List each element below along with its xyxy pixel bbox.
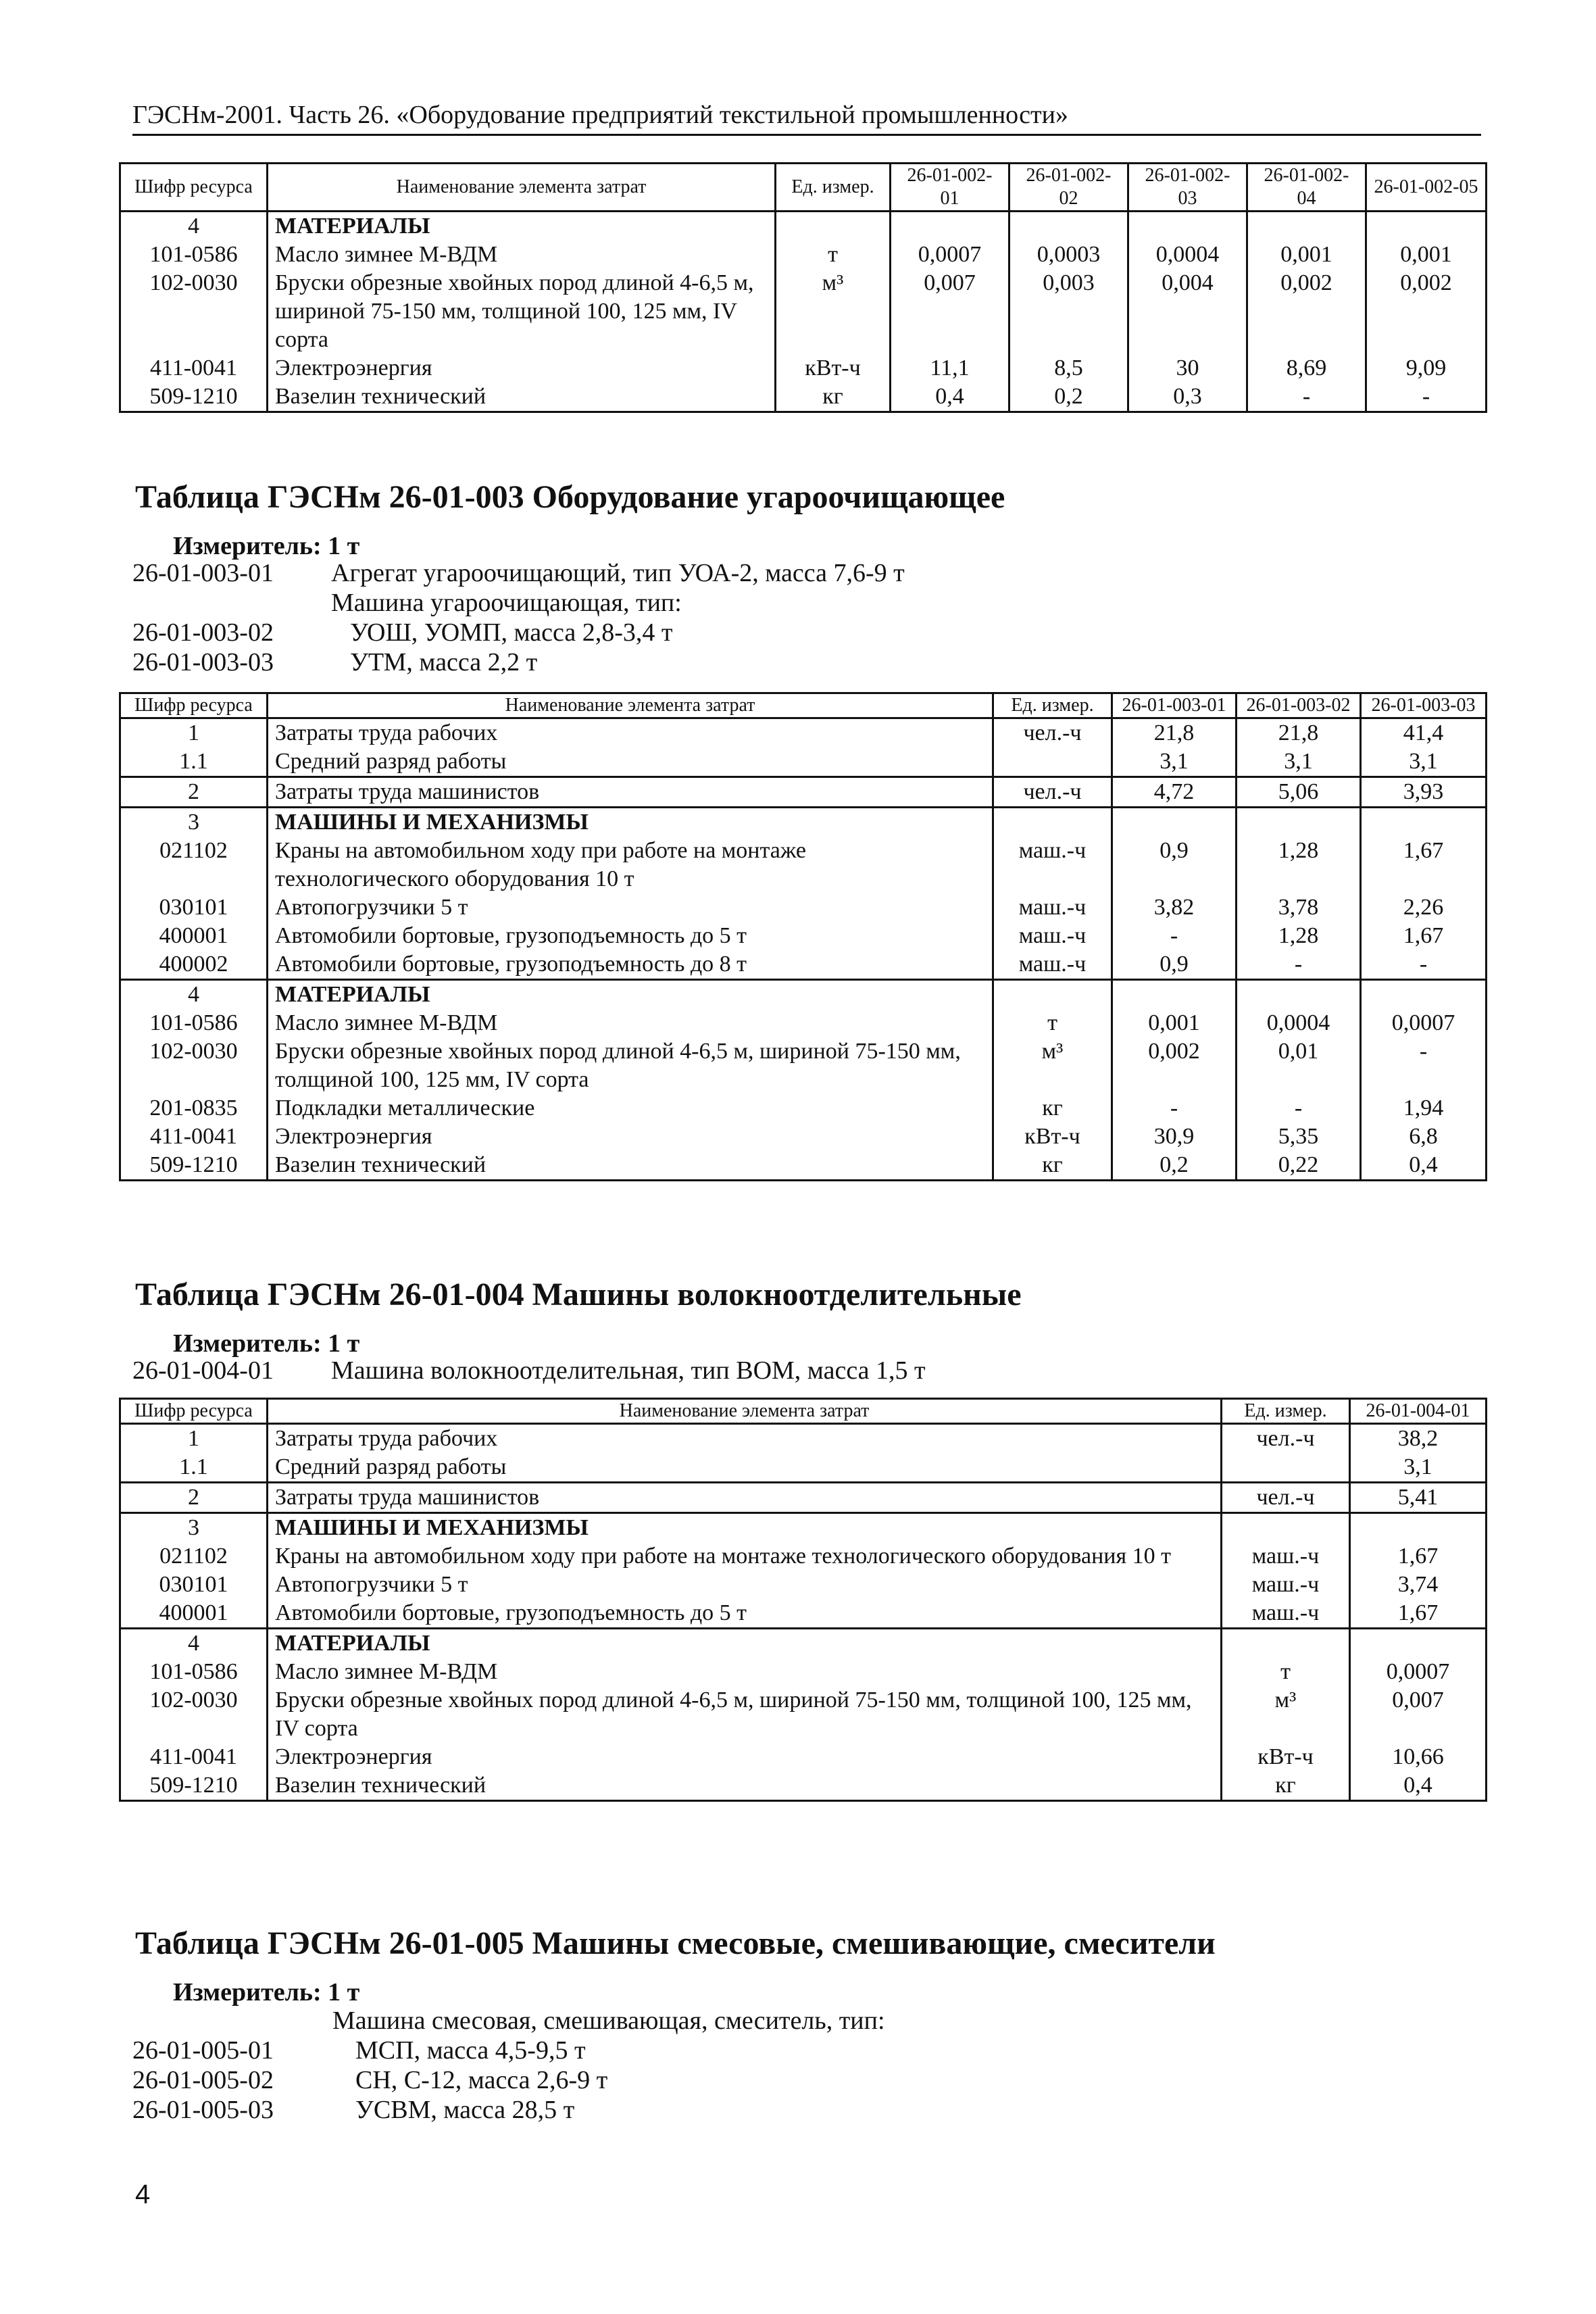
- variant-list-26-01-003: [132, 558, 1416, 680]
- resource-name-cell: Автомобили бортовые, грузоподъемность до 8 т: [268, 950, 993, 980]
- resource-code-cell: 102-0030: [120, 269, 268, 354]
- variant-text: СН, С-12, масса 2,6-9 т: [355, 2066, 608, 2094]
- value-cell: [1350, 1513, 1487, 1543]
- col-variant-header: 26-01-002-04: [1247, 164, 1366, 212]
- table-row: [120, 950, 1487, 980]
- resource-name-cell: МАШИНЫ И МЕХАНИЗМЫ: [268, 1513, 1222, 1543]
- value-cell: 0,0003: [1009, 241, 1128, 269]
- unit-cell: маш.-ч: [993, 893, 1112, 922]
- section-row: [120, 212, 1487, 241]
- resource-name-cell: МАТЕРИАЛЫ: [268, 212, 776, 241]
- resource-code-cell: 1: [120, 718, 268, 748]
- value-cell: 0,4: [1361, 1151, 1487, 1181]
- value-cell: 3,78: [1237, 893, 1361, 922]
- unit-cell: кг: [1222, 1771, 1350, 1801]
- table-row: [120, 1009, 1487, 1037]
- variant-text: УТМ, масса 2,2 т: [350, 648, 538, 676]
- col-unit-header: Ед. измер.: [776, 164, 891, 212]
- resource-code-cell: 101-0586: [120, 1009, 268, 1037]
- variant-list-26-01-004: [132, 1356, 1416, 1387]
- resource-code-cell: 509-1210: [120, 1151, 268, 1181]
- unit-cell: кВт-ч: [1222, 1743, 1350, 1771]
- resource-table-26-01-004: [119, 1398, 1487, 1802]
- resource-code-cell: 030101: [120, 893, 268, 922]
- table-row: [120, 354, 1487, 383]
- resource-name-cell: Электроэнергия: [268, 1743, 1222, 1771]
- section-row: [120, 980, 1487, 1010]
- table-row: [120, 1686, 1487, 1743]
- value-cell: 3,74: [1350, 1571, 1487, 1599]
- resource-code-cell: 3: [120, 1513, 268, 1543]
- resource-name-cell: Вазелин технический: [268, 1151, 993, 1181]
- resource-table-26-01-003: [119, 692, 1487, 1181]
- col-name-header: Наименование элемента затрат: [268, 693, 993, 718]
- table-row: [120, 1483, 1487, 1513]
- value-cell: 0,001: [1112, 1009, 1237, 1037]
- resource-code-cell: 1.1: [120, 1453, 268, 1483]
- value-cell: 8,69: [1247, 354, 1366, 383]
- resource-name-cell: Краны на автомобильном ходу при работе на монтаже технологического оборудования 10 т: [268, 837, 993, 893]
- unit-cell: [1222, 1629, 1350, 1658]
- value-cell: 8,5: [1009, 354, 1128, 383]
- variant-text: Агрегат угароочищающий, тип УОА-2, масса 7,6-9 т: [331, 559, 905, 587]
- value-cell: 0,9: [1112, 950, 1237, 980]
- value-cell: 0,2: [1009, 383, 1128, 412]
- value-cell: 5,41: [1350, 1483, 1487, 1513]
- value-cell: [1350, 1629, 1487, 1658]
- table-title-26-01-003: Таблица ГЭСНм 26-01-003 Оборудование угароочищающее: [135, 479, 1005, 515]
- value-cell: 0,0007: [891, 241, 1009, 269]
- value-cell: -: [1361, 950, 1487, 980]
- value-cell: 0,004: [1128, 269, 1247, 354]
- table-row: [120, 837, 1487, 893]
- resource-code-cell: 1: [120, 1424, 268, 1454]
- resource-name-cell: МАШИНЫ И МЕХАНИЗМЫ: [268, 808, 993, 837]
- variant-text: Машина смесовая, смешивающая, смеситель, тип:: [332, 2007, 885, 2035]
- value-cell: 21,8: [1237, 718, 1361, 748]
- resource-name-cell: Масло зимнее М-ВДМ: [268, 241, 776, 269]
- resource-name-cell: Краны на автомобильном ходу при работе на монтаже технологического оборудования 10 т: [268, 1542, 1222, 1571]
- resource-code-cell: 509-1210: [120, 383, 268, 412]
- resource-name-cell: Электроэнергия: [268, 1123, 993, 1151]
- resource-code-cell: 1.1: [120, 747, 268, 777]
- col-unit-header: Ед. измер.: [993, 693, 1112, 718]
- value-cell: 3,82: [1112, 893, 1237, 922]
- measure-unit: Измеритель: 1 т: [173, 1329, 360, 1358]
- table-row: [120, 718, 1487, 748]
- variant-code: 26-01-005-01: [132, 2036, 274, 2065]
- col-code-header: Шифр ресурса: [120, 164, 268, 212]
- page-number: 4: [135, 2180, 151, 2209]
- variant-list-26-01-005: [132, 2006, 1416, 2127]
- unit-cell: маш.-ч: [993, 922, 1112, 950]
- resource-name-cell: Средний разряд работы: [268, 747, 993, 777]
- resource-name-cell: Средний разряд работы: [268, 1453, 1222, 1483]
- variant-text: Машина волокноотделительная, тип ВОМ, масса 1,5 т: [331, 1356, 926, 1385]
- value-cell: [1237, 808, 1361, 837]
- resource-name-cell: Затраты труда рабочих: [268, 718, 993, 748]
- variant-code: 26-01-003-03: [132, 648, 274, 676]
- value-cell: 1,67: [1361, 837, 1487, 893]
- value-cell: 5,35: [1237, 1123, 1361, 1151]
- value-cell: -: [1247, 383, 1366, 412]
- resource-code-cell: 4: [120, 1629, 268, 1658]
- value-cell: -: [1112, 922, 1237, 950]
- value-cell: 1,28: [1237, 837, 1361, 893]
- value-cell: [1009, 212, 1128, 241]
- unit-cell: м³: [1222, 1686, 1350, 1743]
- resource-code-cell: 4: [120, 980, 268, 1010]
- resource-code-cell: 2: [120, 1483, 268, 1513]
- value-cell: 1,67: [1361, 922, 1487, 950]
- resource-name-cell: Автопогрузчики 5 т: [268, 1571, 1222, 1599]
- unit-cell: кг: [993, 1151, 1112, 1181]
- unit-cell: м³: [776, 269, 891, 354]
- table-row: [120, 241, 1487, 269]
- resource-code-cell: 021102: [120, 837, 268, 893]
- section-row: [120, 1629, 1487, 1658]
- unit-cell: т: [776, 241, 891, 269]
- resource-code-cell: 411-0041: [120, 354, 268, 383]
- table-header-row: [120, 1399, 1487, 1424]
- resource-code-cell: 400001: [120, 922, 268, 950]
- resource-code-cell: 400002: [120, 950, 268, 980]
- unit-cell: т: [1222, 1658, 1350, 1686]
- unit-cell: т: [993, 1009, 1112, 1037]
- unit-cell: чел.-ч: [993, 777, 1112, 808]
- col-variant-header: 26-01-002-01: [891, 164, 1009, 212]
- table-row: [120, 922, 1487, 950]
- resource-code-cell: 102-0030: [120, 1686, 268, 1743]
- table-row: [120, 747, 1487, 777]
- resource-table-26-01-002: [119, 162, 1487, 413]
- value-cell: 0,001: [1366, 241, 1487, 269]
- value-cell: 0,003: [1009, 269, 1128, 354]
- unit-cell: кг: [776, 383, 891, 412]
- variant-text: Машина угароочищающая, тип:: [331, 589, 682, 617]
- value-cell: -: [1112, 1094, 1237, 1123]
- variant-text: УОШ, УОМП, масса 2,8-3,4 т: [350, 618, 673, 647]
- resource-code-cell: 030101: [120, 1571, 268, 1599]
- unit-cell: [776, 212, 891, 241]
- value-cell: -: [1237, 1094, 1361, 1123]
- resource-name-cell: Бруски обрезные хвойных пород длиной 4-6,5 м, шириной 75-150 мм, толщиной 100, 125 мм, IV сорта: [268, 1686, 1222, 1743]
- resource-name-cell: Вазелин технический: [268, 383, 776, 412]
- resource-code-cell: 102-0030: [120, 1037, 268, 1094]
- resource-code-cell: 411-0041: [120, 1743, 268, 1771]
- variant-text: УСВМ, масса 28,5 т: [355, 2096, 575, 2124]
- value-cell: -: [1361, 1037, 1487, 1094]
- col-variant-header: 26-01-003-02: [1237, 693, 1361, 718]
- value-cell: 21,8: [1112, 718, 1237, 748]
- value-cell: -: [1366, 383, 1487, 412]
- variant-code: 26-01-004-01: [132, 1356, 274, 1385]
- unit-cell: чел.-ч: [1222, 1424, 1350, 1454]
- resource-name-cell: Автомобили бортовые, грузоподъемность до 5 т: [268, 922, 993, 950]
- table-row: [120, 893, 1487, 922]
- resource-name-cell: Автомобили бортовые, грузоподъемность до 5 т: [268, 1599, 1222, 1629]
- value-cell: 3,1: [1112, 747, 1237, 777]
- unit-cell: [1222, 1453, 1350, 1483]
- value-cell: 4,72: [1112, 777, 1237, 808]
- resource-code-cell: 101-0586: [120, 241, 268, 269]
- unit-cell: м³: [993, 1037, 1112, 1094]
- measure-unit: Измеритель: 1 т: [173, 1978, 360, 2007]
- unit-cell: кг: [993, 1094, 1112, 1123]
- variant-code: 26-01-005-03: [132, 2096, 274, 2124]
- value-cell: 3,93: [1361, 777, 1487, 808]
- col-code-header: Шифр ресурса: [120, 1399, 268, 1424]
- value-cell: 0,002: [1366, 269, 1487, 354]
- col-name-header: Наименование элемента затрат: [268, 164, 776, 212]
- value-cell: 1,28: [1237, 922, 1361, 950]
- value-cell: [1247, 212, 1366, 241]
- resource-code-cell: 411-0041: [120, 1123, 268, 1151]
- resource-name-cell: МАТЕРИАЛЫ: [268, 1629, 1222, 1658]
- resource-name-cell: Затраты труда рабочих: [268, 1424, 1222, 1454]
- value-cell: 3,1: [1350, 1453, 1487, 1483]
- value-cell: 10,66: [1350, 1743, 1487, 1771]
- unit-cell: чел.-ч: [993, 718, 1112, 748]
- col-variant-header: 26-01-003-01: [1112, 693, 1237, 718]
- col-name-header: Наименование элемента затрат: [268, 1399, 1222, 1424]
- resource-name-cell: Бруски обрезные хвойных пород длиной 4-6,5 м, шириной 75-150 мм, толщиной 100, 125 мм, IV сорта: [268, 1037, 993, 1094]
- col-variant-header: 26-01-002-02: [1009, 164, 1128, 212]
- col-code-header: Шифр ресурса: [120, 693, 268, 718]
- resource-name-cell: Затраты труда машинистов: [268, 777, 993, 808]
- value-cell: 0,007: [1350, 1686, 1487, 1743]
- value-cell: [1361, 808, 1487, 837]
- resource-name-cell: Электроэнергия: [268, 354, 776, 383]
- value-cell: 0,9: [1112, 837, 1237, 893]
- resource-name-cell: Масло зимнее М-ВДМ: [268, 1658, 1222, 1686]
- resource-code-cell: 021102: [120, 1542, 268, 1571]
- value-cell: 11,1: [891, 354, 1009, 383]
- value-cell: 0,22: [1237, 1151, 1361, 1181]
- value-cell: [1361, 980, 1487, 1010]
- table-row: [120, 1771, 1487, 1801]
- unit-cell: маш.-ч: [993, 950, 1112, 980]
- unit-cell: чел.-ч: [1222, 1483, 1350, 1513]
- table-row: [120, 1658, 1487, 1686]
- value-cell: 1,67: [1350, 1599, 1487, 1629]
- resource-name-cell: Бруски обрезные хвойных пород длиной 4-6,5 м, шириной 75-150 мм, толщиной 100, 125 мм, IV сорта: [268, 269, 776, 354]
- variant-code: 26-01-003-01: [132, 559, 274, 587]
- table-row: [120, 1123, 1487, 1151]
- resource-code-cell: 509-1210: [120, 1771, 268, 1801]
- value-cell: 0,001: [1247, 241, 1366, 269]
- col-variant-header: 26-01-002-05: [1366, 164, 1487, 212]
- value-cell: 1,94: [1361, 1094, 1487, 1123]
- resource-name-cell: МАТЕРИАЛЫ: [268, 980, 993, 1010]
- value-cell: 0,002: [1112, 1037, 1237, 1094]
- resource-code-cell: 2: [120, 777, 268, 808]
- resource-code-cell: 3: [120, 808, 268, 837]
- unit-cell: [993, 808, 1112, 837]
- value-cell: 30: [1128, 354, 1247, 383]
- table-row: [120, 1542, 1487, 1571]
- unit-cell: кВт-ч: [993, 1123, 1112, 1151]
- value-cell: 3,1: [1361, 747, 1487, 777]
- table-row: [120, 1037, 1487, 1094]
- table-header-row: [120, 164, 1487, 212]
- value-cell: [1128, 212, 1247, 241]
- unit-cell: кВт-ч: [776, 354, 891, 383]
- resource-code-cell: 4: [120, 212, 268, 241]
- section-row: [120, 808, 1487, 837]
- value-cell: 0,4: [1350, 1771, 1487, 1801]
- resource-name-cell: Затраты труда машинистов: [268, 1483, 1222, 1513]
- value-cell: 0,0007: [1361, 1009, 1487, 1037]
- table-title-26-01-005: Таблица ГЭСНм 26-01-005 Машины смесовые, смешивающие, смесители: [135, 1925, 1216, 1961]
- variant-code: 26-01-005-02: [132, 2066, 274, 2094]
- resource-code-cell: 101-0586: [120, 1658, 268, 1686]
- value-cell: -: [1237, 950, 1361, 980]
- value-cell: 30,9: [1112, 1123, 1237, 1151]
- resource-name-cell: Вазелин технический: [268, 1771, 1222, 1801]
- value-cell: 2,26: [1361, 893, 1487, 922]
- resource-name-cell: Подкладки металлические: [268, 1094, 993, 1123]
- value-cell: [1366, 212, 1487, 241]
- value-cell: [1237, 980, 1361, 1010]
- unit-cell: [1222, 1513, 1350, 1543]
- value-cell: 0,2: [1112, 1151, 1237, 1181]
- table-title-26-01-004: Таблица ГЭСНм 26-01-004 Машины волокноотделительные: [135, 1277, 1022, 1312]
- value-cell: 9,09: [1366, 354, 1487, 383]
- section-row: [120, 1513, 1487, 1543]
- value-cell: 0,0007: [1350, 1658, 1487, 1686]
- value-cell: 0,002: [1247, 269, 1366, 354]
- table-header-row: [120, 693, 1487, 718]
- value-cell: 0,0004: [1237, 1009, 1361, 1037]
- unit-cell: [993, 747, 1112, 777]
- col-variant-header: 26-01-004-01: [1350, 1399, 1487, 1424]
- value-cell: 41,4: [1361, 718, 1487, 748]
- value-cell: [1112, 808, 1237, 837]
- value-cell: 0,0004: [1128, 241, 1247, 269]
- measure-unit: Измеритель: 1 т: [173, 532, 360, 560]
- value-cell: 0,4: [891, 383, 1009, 412]
- table-row: [120, 1094, 1487, 1123]
- table-row: [120, 1599, 1487, 1629]
- resource-code-cell: 201-0835: [120, 1094, 268, 1123]
- table-row: [120, 777, 1487, 808]
- running-header: ГЭСНм-2001. Часть 26. «Оборудование предприятий текстильной промышленности»: [132, 100, 1481, 136]
- value-cell: 0,01: [1237, 1037, 1361, 1094]
- table-row: [120, 383, 1487, 412]
- resource-name-cell: Автопогрузчики 5 т: [268, 893, 993, 922]
- table-row: [120, 1571, 1487, 1599]
- col-unit-header: Ед. измер.: [1222, 1399, 1350, 1424]
- variant-code: 26-01-003-02: [132, 618, 274, 647]
- unit-cell: маш.-ч: [993, 837, 1112, 893]
- value-cell: [891, 212, 1009, 241]
- unit-cell: маш.-ч: [1222, 1571, 1350, 1599]
- table-row: [120, 269, 1487, 354]
- value-cell: 0,007: [891, 269, 1009, 354]
- value-cell: 6,8: [1361, 1123, 1487, 1151]
- variant-text: МСП, масса 4,5-9,5 т: [355, 2036, 586, 2065]
- table-row: [120, 1453, 1487, 1483]
- value-cell: 5,06: [1237, 777, 1361, 808]
- col-variant-header: 26-01-003-03: [1361, 693, 1487, 718]
- value-cell: 1,67: [1350, 1542, 1487, 1571]
- value-cell: 0,3: [1128, 383, 1247, 412]
- value-cell: [1112, 980, 1237, 1010]
- resource-code-cell: 400001: [120, 1599, 268, 1629]
- table-row: [120, 1743, 1487, 1771]
- table-row: [120, 1424, 1487, 1454]
- unit-cell: маш.-ч: [1222, 1599, 1350, 1629]
- unit-cell: [993, 980, 1112, 1010]
- resource-name-cell: Масло зимнее М-ВДМ: [268, 1009, 993, 1037]
- value-cell: 38,2: [1350, 1424, 1487, 1454]
- col-variant-header: 26-01-002-03: [1128, 164, 1247, 212]
- value-cell: 3,1: [1237, 747, 1361, 777]
- table-row: [120, 1151, 1487, 1181]
- unit-cell: маш.-ч: [1222, 1542, 1350, 1571]
